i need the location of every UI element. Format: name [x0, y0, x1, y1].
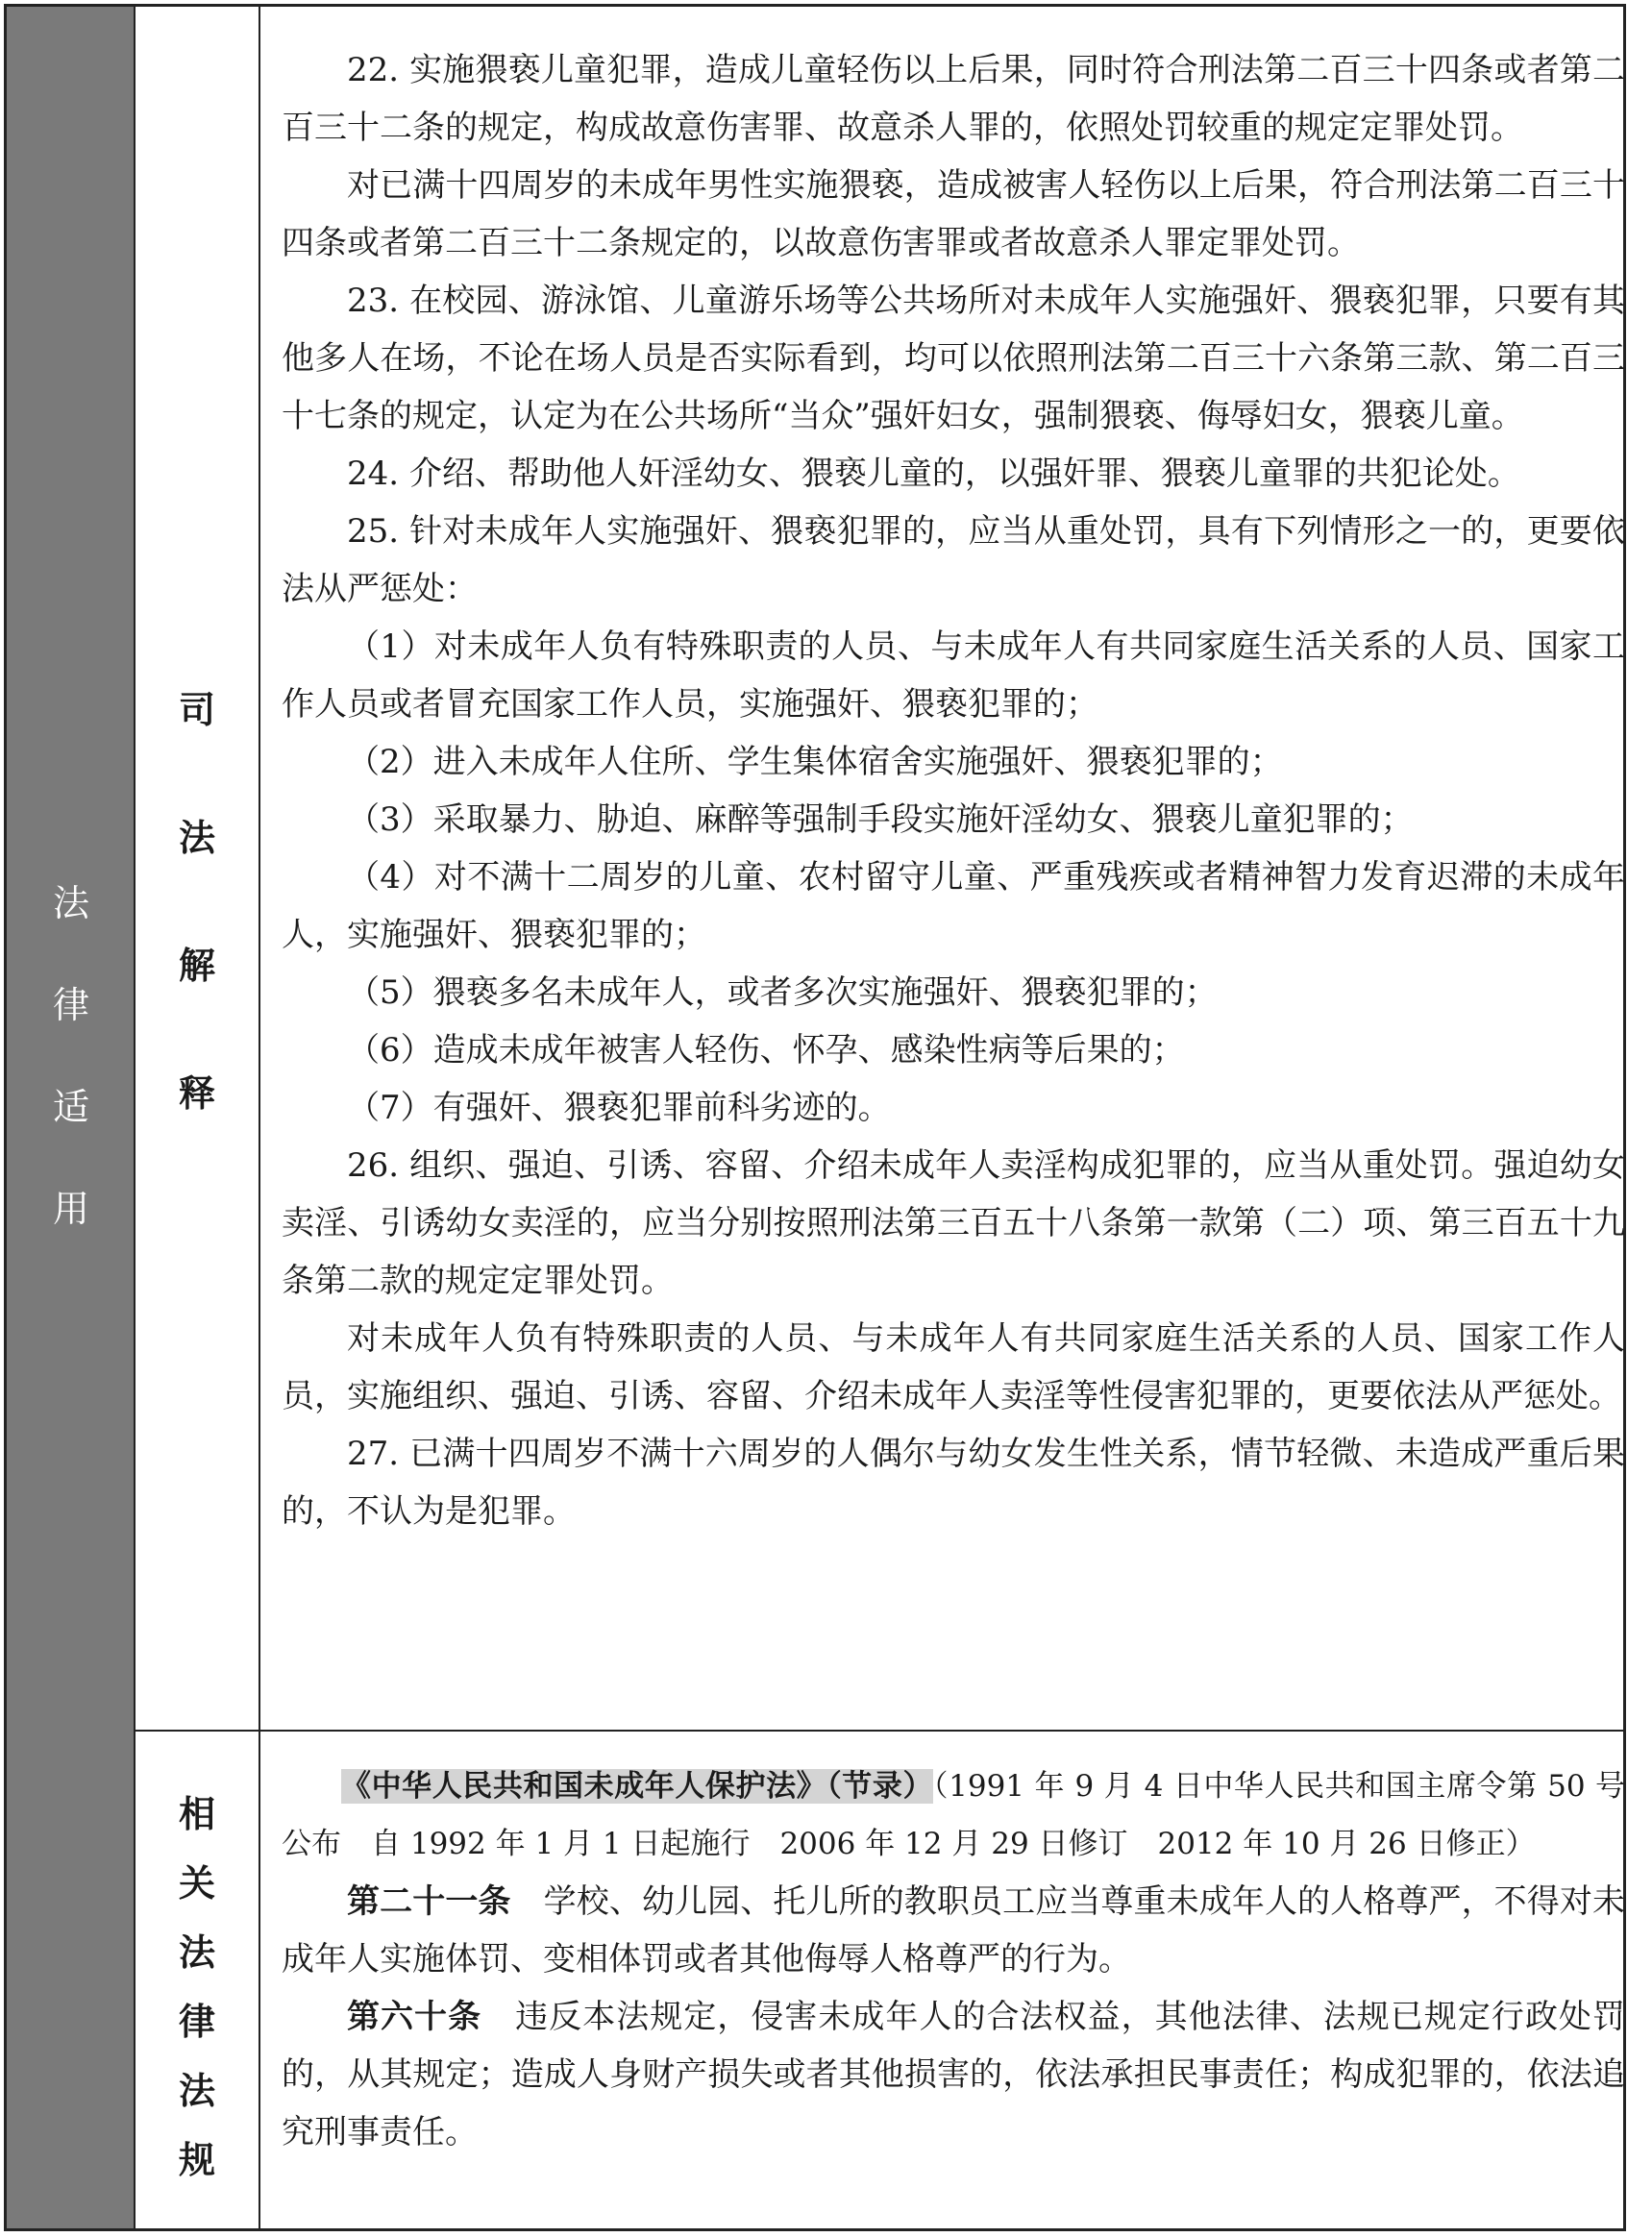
paragraph: 27. 已满十四周岁不满十六周岁的人偶尔与幼女发生性关系，情节轻微、未造成严重后果的，不认为是犯罪。	[282, 1435, 1625, 1531]
row-divider	[136, 1730, 1623, 1732]
category-char: 用	[52, 1188, 89, 1230]
paragraph: 23. 在校园、游泳馆、儿童游乐场等公共场所对未成年人实施强奸、猥亵犯罪，只要有其他多人在场，不论在场人员是否实际看到，均可以依照刑法第二百三十六条第三款、第二百三十七条的规定，认定为在公共场所“当众”强奸妇女，强制猥亵、侮辱妇女，猥亵儿童。	[282, 282, 1625, 435]
section-label-char: 解	[178, 945, 215, 987]
list-item: （1）对未成年人负有特殊职责的人员、与未成年人有共同家庭生活关系的人员、国家工作人员或者冒充国家工作人员，实施强奸、猥亵犯罪的；	[282, 627, 1625, 724]
section-label-char: 相	[178, 1793, 215, 1835]
section-label-char: 律	[178, 2001, 215, 2043]
section-label-char: 法	[178, 1931, 215, 1974]
list-item: （7）有强奸、猥亵犯罪前科劣迹的。	[347, 1089, 891, 1127]
section-label-char: 法	[178, 817, 215, 859]
list-item: （4）对不满十二周岁的儿童、农村留守儿童、严重残疾或者精神智力发育迟滞的未成年人，实施强奸、猥亵犯罪的；	[282, 858, 1625, 954]
list-item: （5）猥亵多名未成年人，或者多次实施强奸、猥亵犯罪的；	[347, 973, 1218, 1012]
law-title: 《中华人民共和国未成年人保护法》（节录）	[341, 1769, 934, 1804]
article	[282, 1873, 1625, 1988]
section-label-char: 释	[178, 1072, 215, 1115]
list-item: （2）进入未成年人住所、学生集体宿舍实施强奸、猥亵犯罪的；	[347, 743, 1283, 781]
list-item: （3）采取暴力、胁迫、麻醉等强制手段实施奸淫幼女、猥亵儿童犯罪的；	[347, 800, 1414, 839]
list-item: （6）造成未成年被害人轻伤、怀孕、感染性病等后果的；	[347, 1031, 1185, 1069]
category-char: 律	[52, 984, 89, 1026]
section-label-char: 关	[178, 1862, 215, 1905]
category-char: 法	[52, 882, 89, 924]
article-text: 学校、幼儿园、托儿所的教职员工应当尊重未成年人的人格尊严，不得对未成年人实施体罚、变相体罚或者其他侮辱人格尊严的行为。	[282, 1882, 1626, 1979]
law-note: （1991 年 9 月 4 日中华人民共和国主席令第 50 号公布 自 1992 年 1 月 1 日起施行 2006 年 12 月 29 日修订 2012 年 10 月 26 日修正）	[282, 1769, 1626, 1861]
table-frame	[4, 4, 1626, 2231]
paragraph: 26. 组织、强迫、引诱、容留、介绍未成年人卖淫构成犯罪的，应当从重处罚。强迫幼女卖淫、引诱幼女卖淫的，应当分别按照刑法第三百五十八条第一款第（二）项、第三百五十九条第二款的规定定罪处罚。	[282, 1146, 1625, 1300]
section-label-char: 法	[178, 2070, 215, 2112]
section-label-char: 规	[178, 2139, 215, 2181]
category-column	[7, 7, 136, 2228]
category-char: 适	[52, 1086, 89, 1128]
article-heading: 第六十条	[347, 1998, 482, 2036]
section-label-related-laws	[136, 1780, 259, 2195]
section-label-judicial	[136, 647, 259, 1158]
judicial-interpretation-content	[282, 41, 1625, 1540]
section-label-char: 司	[178, 689, 215, 731]
subcategory-column	[136, 7, 260, 2228]
article-heading: 第二十一条	[347, 1882, 511, 1921]
paragraph: 22. 实施猥亵儿童犯罪，造成儿童轻伤以上后果，同时符合刑法第二百三十四条或者第二百三十二条的规定，构成故意伤害罪、故意杀人罪的，依照处罚较重的规定定罪处罚。	[282, 51, 1625, 147]
paragraph: 24. 介绍、帮助他人奸淫幼女、猥亵儿童的，以强奸罪、猥亵儿童罪的共犯论处。	[347, 455, 1520, 493]
category-label	[7, 852, 136, 1260]
article-text: 违反本法规定，侵害未成年人的合法权益，其他法律、法规已规定行政处罚的，从其规定；造成人身财产损失或者其他损害的，依法承担民事责任；构成犯罪的，依法追究刑事责任。	[282, 1998, 1625, 2151]
paragraph: 对未成年人负有特殊职责的人员、与未成年人有共同家庭生活关系的人员、国家工作人员，实施组织、强迫、引诱、容留、介绍未成年人卖淫等性侵害犯罪的，更要依法从严惩处。	[282, 1319, 1625, 1415]
article	[282, 1988, 1625, 2161]
paragraph: 25. 针对未成年人实施强奸、猥亵犯罪的，应当从重处罚，具有下列情形之一的，更要依法从严惩处：	[282, 512, 1625, 608]
law-citation	[282, 1758, 1625, 1873]
paragraph: 对已满十四周岁的未成年男性实施猥亵，造成被害人轻伤以上后果，符合刑法第二百三十四条或者第二百三十二条规定的，以故意伤害罪或者故意杀人罪定罪处罚。	[282, 166, 1625, 262]
related-laws-content	[282, 1758, 1625, 2161]
